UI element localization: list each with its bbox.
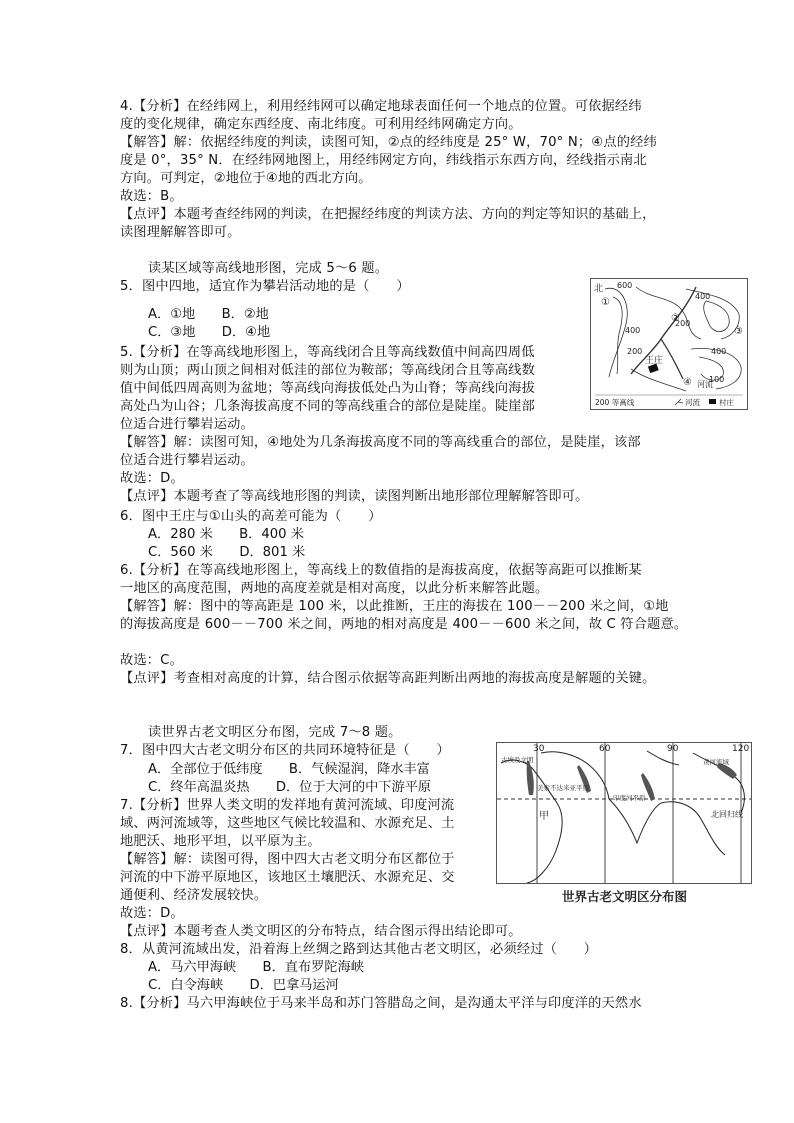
q7-solution-line-2: 河流的中下游平原地区，该地区土壤肥沃、水源充足、交 [120,870,455,885]
q4-solution-line-2: 度是 0°，35° N．在经纬网地图上，用经纬网定方向，纬线指示东西方向，经线指示南北 [120,153,647,168]
river-main [631,287,696,374]
q5-options-row-1: A．①地 B．②地 [148,307,269,322]
q7-solution-line-3: 通便利、经济发展较快。 [120,888,268,903]
q5-stem: 5．图中四地，适宜作为攀岩活动地的是（ ） [120,279,410,294]
region-label-india: 印度河平原 [613,794,646,802]
longitude-label-30: 30 [533,744,545,754]
q4-comment-line-2: 读图理解解答即可。 [120,225,241,240]
longitude-label-120: 120 [732,744,750,754]
q4-answer: 故选：B。 [120,189,183,204]
q5-analysis-line-5: 位适合进行攀岩运动。 [120,417,254,432]
contour-line-inner [613,297,622,374]
q5-comment: 【点评】本题考查了等高线地形图的判读，读图判断出地形部位理解解答即可。 [120,489,589,504]
q5-options-row-2: C．③地 D．④地 [148,325,271,340]
q5-solution-line-1: 【解答】解：读图可知，④地处为几条海拔高度不同的等高线重合的部位，是陡崖，该部 [120,435,641,450]
contour-map [590,278,748,410]
q4-comment-line-1: 【点评】本题考查经纬网的判读，在把握经纬度的判读方法、方向的判定等知识的基础上， [120,207,656,222]
longitude-label-60: 60 [599,744,611,754]
contour-label-100: 100 [709,375,725,384]
river-label: 河流 [697,380,713,389]
coastline-india [609,799,661,843]
q7-comment: 【点评】本题考查人类文明区的分布特点，结合图示得出结论即可。 [120,924,522,939]
contour-label-400-c: 400 [711,347,727,356]
q5-analysis-line-4: 高处凸为山谷；几条海拔高度不同的等高线重合的部位是陡崖。陡崖部 [120,399,536,414]
q6-solution-line-1: 【解答】解：图中的等高距是 100 米，以此推断，王庄的海拔在 100－－200 米之间，①地 [120,599,669,614]
q8-stem: 8．从黄河流域出发，沿着海上丝绸之路到达其他古老文明区，必须经过（ ） [120,942,598,957]
q7-stem: 7．图中四大古老文明分布区的共同环境特征是（ ） [120,743,450,758]
contour-line-south [631,369,686,391]
legend-river-symbol [675,399,683,405]
map-point-1: ① [601,297,610,308]
village-label: 王庄 [645,356,664,366]
q5-solution-line-2: 位适合进行攀岩运动。 [120,453,254,468]
q8-options-row-2: C．白令海峡 D．巴拿马运河 [148,978,339,993]
region-egypt-shape [527,761,534,795]
q7-answer: 故选：D。 [120,906,184,921]
map-point-3: ③ [734,326,743,337]
q6-answer: 故选：C。 [120,653,183,668]
contour-line-ne [686,289,739,339]
q6-comment: 【点评】考查相对高度的计算，结合图示依据等高距判断出两地的海拔高度是解题的关键。 [120,671,656,686]
q4-analysis-line-1: 4.【分析】在经纬网上，利用经纬网可以确定地球表面任何一个地点的位置。可依据经纬 [120,99,642,114]
map-point-4: ④ [683,377,692,388]
region-label-china: 黄河流域 [703,758,729,766]
world-map-title: 世界古老文明区分布图 [562,889,688,904]
group78-intro: 读世界古老文明区分布图，完成 7～8 题。 [148,725,402,740]
contour-label-400-b: 400 [625,326,641,335]
map-point-2: ② [671,313,680,324]
north-arrow-label: 北 [594,284,604,294]
q4-analysis-line-2: 度的变化规律，确定东西经度、南北纬度。可利用经纬网确定方向。 [120,117,522,132]
q7-analysis-line-2: 域、两河流域等，这些地区气候比较温和、水源充足、土 [120,816,455,831]
q5-analysis-line-2: 则为山顶；两山顶之间相对低洼的部位为鞍部；等高线闭合且等高线数 [120,363,536,378]
legend-village-symbol [709,399,716,404]
contour-label-600: 600 [617,281,633,290]
q6-options-row-2: C．560 米 D．801 米 [148,545,306,560]
contour-label-200-a: 200 [675,319,691,328]
q6-stem: 6．图中王庄与①山头的高差可能为（ ） [120,509,382,524]
q5-analysis-line-3: 值中间低四周高则为盆地；等高线向海拔低处凸为山脊；等高线向海拔 [120,381,536,396]
q8-analysis: 8.【分析】马六甲海峡位于马来半岛和苏门答腊岛之间，是沟通太平洋与印度洋的天然水 [120,996,642,1011]
contour-label-200-b: 200 [627,347,643,356]
map-label-jia: 甲 [539,811,549,822]
q7-solution-line-1: 【解答】解：读图可得，图中四大古老文明分布区都位于 [120,852,455,867]
q4-solution-line-3: 方向。可判定，②地位于④地的西北方向。 [120,171,372,186]
q6-analysis-line-1: 6.【分析】在等高线地形图上，等高线上的数值指的是海拔高度，依据等高距可以推断某 [120,563,642,578]
river-branch [661,339,683,379]
q8-options-row-1: A．马六甲海峡 B．直布罗陀海峡 [148,960,364,975]
longitude-label-90: 90 [667,744,679,754]
region-label-egypt: 古埃及文明 [501,756,534,764]
q6-analysis-line-2: 一地区的高度范围，两地的高度差就是相对高度，以此分析来解答此题。 [120,581,549,596]
q5-analysis-line-1: 5.【分析】在等高线地形图上，等高线闭合且等高线数值中间高四周低 [120,345,535,360]
contour-label-400-a: 400 [695,292,711,301]
contour-line-hill [704,301,730,332]
group56-intro: 读某区域等高线地形图，完成 5～6 题。 [148,261,389,276]
contour-map-drawing [591,279,747,409]
q5-answer: 故选：D。 [120,471,184,486]
legend-village-text: 村庄 [719,398,734,407]
q6-solution-line-2: 的海拔高度是 600－－700 米之间，两地的相对高度是 400－－600 米之间，故 C 符合题意。 [120,617,688,632]
q6-options-row-1: A．280 米 B．400 米 [148,527,304,542]
q7-analysis-line-1: 7.【分析】世界人类文明的发祥地有黄河流域、印度河流 [120,798,455,813]
q7-options-row-2: C．终年高温炎热 D．位于大河的中下游平原 [148,780,432,795]
q7-options-row-1: A．全部位于低纬度 B．气候湿润，降水丰富 [148,762,430,777]
world-civilization-map [496,742,752,884]
q4-solution-line-1: 【解答】解：依据经纬度的判读，读图可知，②点的经纬度是 25° W，70° N；④点的经纬 [120,135,657,150]
legend-contour-text: 200 等高线 [595,398,635,407]
q7-analysis-line-3: 地肥沃、地形平坦，以平原为主。 [120,834,321,849]
tropic-label: 北回归线 [711,810,743,819]
region-label-mesopotamia: 美索不达米亚平原 [537,784,589,792]
legend-river-text: 河流 [685,398,700,407]
